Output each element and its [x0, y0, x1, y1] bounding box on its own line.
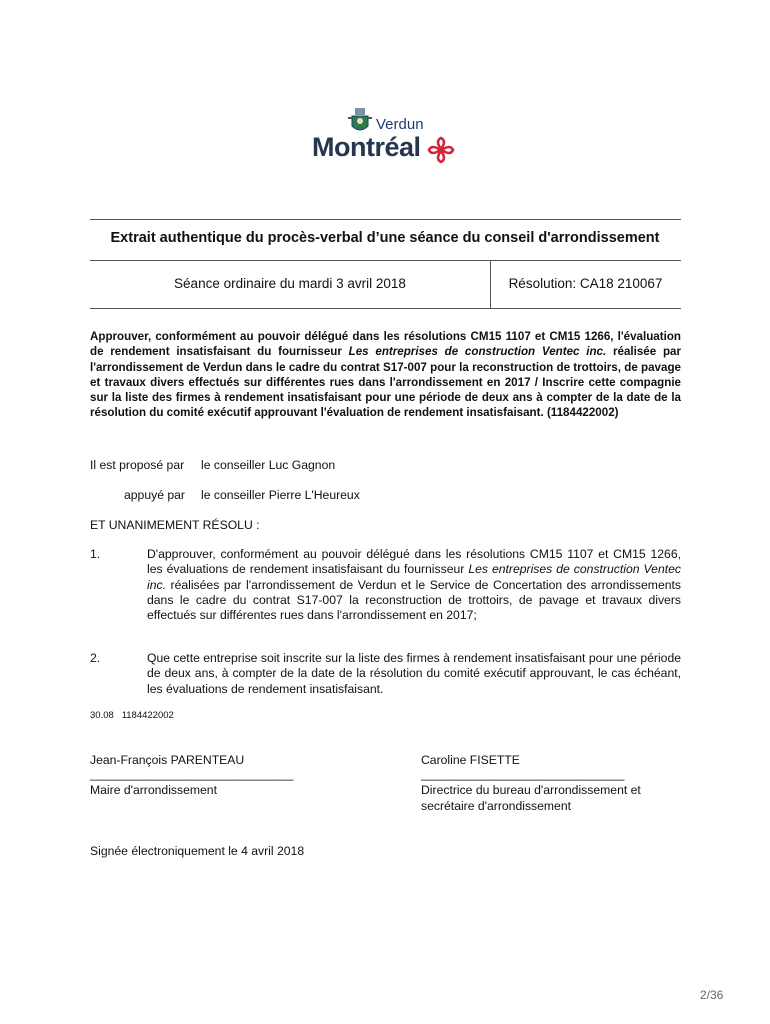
item-1-text-1: D'approuver, conformément au pouvoir délégué dans les résolutions CM15 1107 et CM15 1266, les évaluations de rendement insatisfaisant du fournisseur	[147, 547, 681, 577]
page-number: 2/36	[700, 988, 724, 1002]
montreal-rosace-icon	[426, 135, 456, 165]
logo-montreal-text: Montréal	[312, 132, 421, 162]
signatory-right-name: Caroline FISETTE	[421, 753, 520, 767]
item-1-text	[147, 547, 681, 623]
seconded-label: appuyé par	[124, 488, 185, 502]
montreal-verdun-logo	[308, 102, 468, 168]
seconded-by: le conseiller Pierre L'Heureux	[201, 488, 360, 502]
signature-left-line: ______________________________	[90, 767, 294, 781]
item-1-company: Les entreprises de construction Ventec inc.	[147, 562, 681, 592]
signed-date: Signée électroniquement le 4 avril 2018	[90, 844, 305, 858]
item-2-number: 2.	[90, 651, 101, 665]
summary-company: Les entreprises de construction Ventec inc.	[348, 345, 607, 359]
seance-date: Séance ordinaire du mardi 3 avril 2018	[174, 276, 406, 291]
signatory-left-name: Jean-François PARENTEAU	[90, 753, 245, 767]
proposed-by: le conseiller Luc Gagnon	[201, 458, 336, 472]
logo-verdun-text: Verdun	[376, 116, 424, 133]
item-2-text: Que cette entreprise soit inscrite sur la liste des firmes à rendement insatisfaisant pour une période de deux ans, à compter de la date de la résolution du comité exécutif approuvant, le cas échéant, les évaluations de rendement insatisfaisant.	[147, 651, 681, 696]
signatory-right-title-1: Directrice du bureau d'arrondissement et	[421, 783, 641, 797]
signatory-left-title: Maire d'arrondissement	[90, 783, 217, 797]
summary-text-1: Approuver, conformément au pouvoir délégué dans les résolutions CM15 1107 et CM15 1266, l'évaluation de rendement insatisfaisant du fournisseur	[90, 330, 681, 359]
signature-left	[90, 752, 293, 798]
header-top-rule	[90, 219, 681, 220]
resolved-heading: ET UNANIMEMENT RÉSOLU :	[90, 518, 260, 532]
header-bottom-rule	[90, 308, 681, 309]
signatory-right-title-2: secrétaire d'arrondissement	[421, 799, 571, 813]
document-title: Extrait authentique du procès-verbal d’une séance du conseil d'arrondissement	[110, 230, 660, 246]
header-middle-rule	[90, 260, 681, 261]
item-1-text-2: réalisées par l'arrondissement de Verdun et le Service de Concertation des arrondissements dans le cadre du contrat S17-007 la reconstruction de trottoirs, de pavage et travaux divers effectués sur différentes rues dans l'arrondissement en 2017;	[147, 577, 681, 623]
summary-text-2: réalisée par l'arrondissement de Verdun dans le cadre du contrat S17-007 pour la reconstruction de trottoirs, de pavage et travaux divers effectués sur différentes rues dans l'arrondissement en 2017 / Inscrire cette compagnie sur la liste des firmes à rendement insatisfaisant pour une période de deux ans à compter de la date de la résolution du comité exécutif approuvant l'évaluation de rendement insatisfaisant. (1184422002)	[90, 345, 681, 420]
signature-right	[421, 752, 641, 814]
resolution-summary	[90, 329, 681, 421]
proposed-label: Il est proposé par	[90, 458, 185, 472]
reference-code: 30.08 1184422002	[90, 710, 174, 721]
item-1-number: 1.	[90, 547, 101, 561]
signature-right-line: ______________________________	[421, 767, 625, 781]
resolution-number: Résolution: CA18 210067	[508, 276, 663, 291]
